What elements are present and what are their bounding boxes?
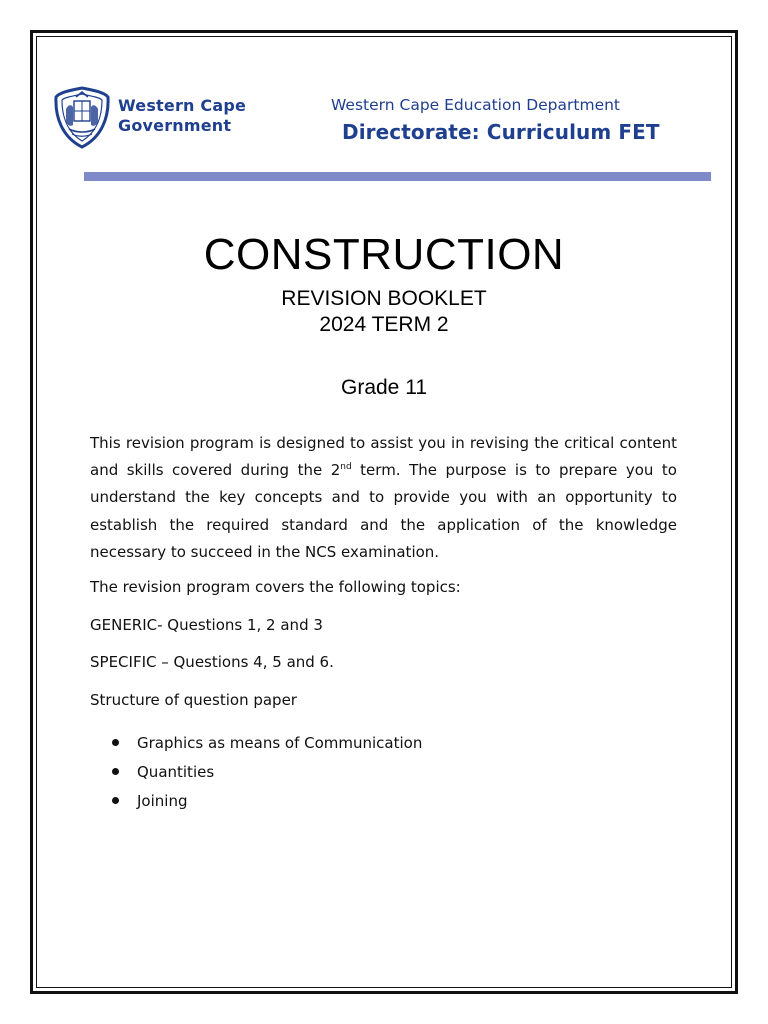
subtitle-line2: 2024 TERM 2	[319, 313, 449, 336]
grade-label: Grade 11	[341, 376, 427, 399]
specific-topics: SPECIFIC – Questions 4, 5 and 6.	[90, 653, 334, 671]
org-name-line1: Western Cape	[118, 96, 247, 115]
intro-superscript: nd	[340, 462, 352, 473]
intro-part1: This revision program is designed to assist you in revising the critical content and skills covered during the 2	[90, 434, 677, 480]
coat-of-arms-icon	[52, 85, 112, 151]
org-name-line2: Government	[118, 116, 232, 135]
list-item-label: Joining	[137, 791, 188, 810]
generic-topics: GENERIC- Questions 1, 2 and 3	[90, 616, 323, 634]
bullet-icon	[112, 739, 119, 746]
intro-paragraph	[90, 430, 677, 566]
org-name	[118, 96, 246, 136]
header-divider	[84, 172, 711, 181]
list-item-label: Quantities	[137, 762, 215, 781]
structure-list	[112, 728, 422, 815]
bullet-icon	[112, 768, 119, 775]
list-item	[112, 786, 422, 815]
topics-intro: The revision program covers the following topics:	[90, 578, 461, 596]
list-item-label: Graphics as means of Communication	[137, 733, 423, 752]
intro-part2: term. The purpose is to prepare you to understand the key concepts and to provide you with an opportunity to establish the required standard and the application of the knowledge necessary to succeed in the NCS examination.	[90, 461, 677, 561]
document-subtitle	[0, 286, 768, 338]
list-item	[112, 757, 422, 786]
department-name: Western Cape Education Department	[331, 96, 621, 114]
bullet-icon	[112, 797, 119, 804]
structure-heading: Structure of question paper	[90, 691, 297, 709]
document-title: CONSTRUCTION	[203, 230, 565, 279]
list-item	[112, 728, 422, 757]
subtitle-line1: REVISION BOOKLET	[281, 287, 487, 310]
directorate-name: Directorate: Curriculum FET	[342, 120, 660, 144]
